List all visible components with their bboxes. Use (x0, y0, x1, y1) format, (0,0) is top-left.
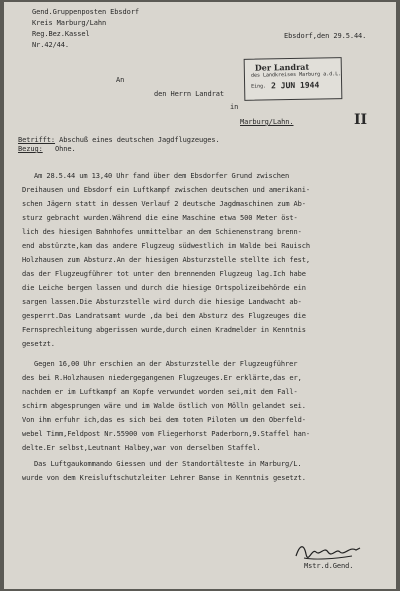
sender-line-3: Reg.Bez.Kassel (32, 30, 90, 38)
reference-number: Nr.42/44. (32, 41, 70, 49)
body-line: Holzhausen zum Absturz.An der hiesigen Absturzstelle stellte ich fest, (22, 256, 311, 264)
body-line: schirm abgesprungen wäre und im Walde östlich von Mölln gelandet sei. (22, 402, 306, 410)
subject-line (18, 136, 220, 145)
body-line: Dreihausen und Ebsdorf ein Luftkampf zwischen deutschen und amerikani- (22, 186, 311, 194)
sender-line-2: Kreis Marburg/Lahn (32, 19, 107, 27)
body-line: gesperrt.Das Landratsamt wurde ,da bei dem Absturz des Flugzeuges die (22, 312, 306, 320)
subject-label: Betrifft: (18, 136, 56, 144)
received-stamp (244, 57, 343, 101)
subject-text: Abschuß eines deutschen Jagdflugzeuges. (59, 136, 220, 144)
margin-mark: II (354, 112, 368, 128)
signature-title: Mstr.d.Gend. (304, 562, 354, 570)
body-line: sturz gebracht wurden.Während die eine Maschine etwa 500 Meter öst- (22, 214, 298, 222)
body-line: Von ihm erfuhr ich,das es sich bei dem toten Piloten um den Oberfeld- (22, 416, 306, 424)
address-recipient: den Herrn Landrat (154, 90, 224, 98)
body-line: end abstürzte,kam das andere Flugzeug südwestlich im Walde bei Rauisch (22, 242, 311, 250)
body-line: die Leiche bergen lassen und durch die hiesige Ortspolizeibehörde ein (22, 284, 306, 292)
body-line: lich des hiesigen Bahnhofes unmittelbar an dem Schienenstrang brenn- (22, 228, 302, 236)
sender-line-1: Gend.Gruppenposten Ebsdorf (32, 8, 139, 16)
stamp-title: Der Landrat (254, 61, 310, 73)
body-line: gesetzt. (22, 340, 55, 348)
body-line: nachdem er im Luftkampf am Kopfe verwundet worden sei,mit dem Fall- (22, 388, 298, 396)
address-city: Marburg/Lahn. (240, 118, 294, 126)
stamp-prefix: Eing. (251, 83, 267, 90)
body-line: Fernsprechleitung abgerissen wurde,durch einen Kradmelder in Kenntnis (22, 326, 306, 334)
body-line: Am 28.5.44 um 13,40 Uhr fand über dem Ebsdorfer Grund zwischen (34, 172, 290, 180)
stamp-subtitle: des Landkreises Marburg a.d.L. (250, 71, 342, 79)
address-in: in (230, 103, 239, 111)
body-line: sargen lassen.Die Absturzstelle wird durch die hiesige Landwacht ab- (22, 298, 302, 306)
letter-date: Ebsdorf,den 29.5.44. (284, 32, 367, 40)
body-line: delte.Er selbst,Leutnant Halbey,war von derselben Staffel. (22, 444, 261, 452)
body-line: webel Timm,Feldpost Nr.55900 vom Fliegerhorst Paderborn,9.Staffel han- (22, 430, 311, 438)
body-line: das der Flugzeugführer tot unter den brennenden Flugzeug lag.Ich habe (22, 270, 306, 278)
handwritten-signature (294, 540, 364, 562)
body-line: des bei R.Holzhausen niedergegangenen Flugzeuges.Er erklärte,das er, (22, 374, 302, 382)
address-an: An (116, 76, 125, 84)
body-line: Gegen 16,00 Uhr erschien an der Absturzstelle der Flugzeugführer (34, 360, 298, 368)
reference-text: Ohne. (55, 145, 76, 153)
reference-label: Bezug: (18, 145, 43, 153)
reference-line (18, 145, 76, 154)
body-line: Das Luftgaukommando Giessen und der Standortälteste in Marburg/L. (34, 460, 302, 468)
body-line: wurde von dem Kreisluftschutzleiter Lehrer Banse in Kenntnis gesetzt. (22, 474, 306, 482)
body-line: schen Jägern statt in dessen Verlauf 2 deutsche Jagdmaschinen zum Ab- (22, 200, 306, 208)
stamp-date: 2 JUN 1944 (271, 80, 320, 91)
letter-page (4, 2, 396, 589)
